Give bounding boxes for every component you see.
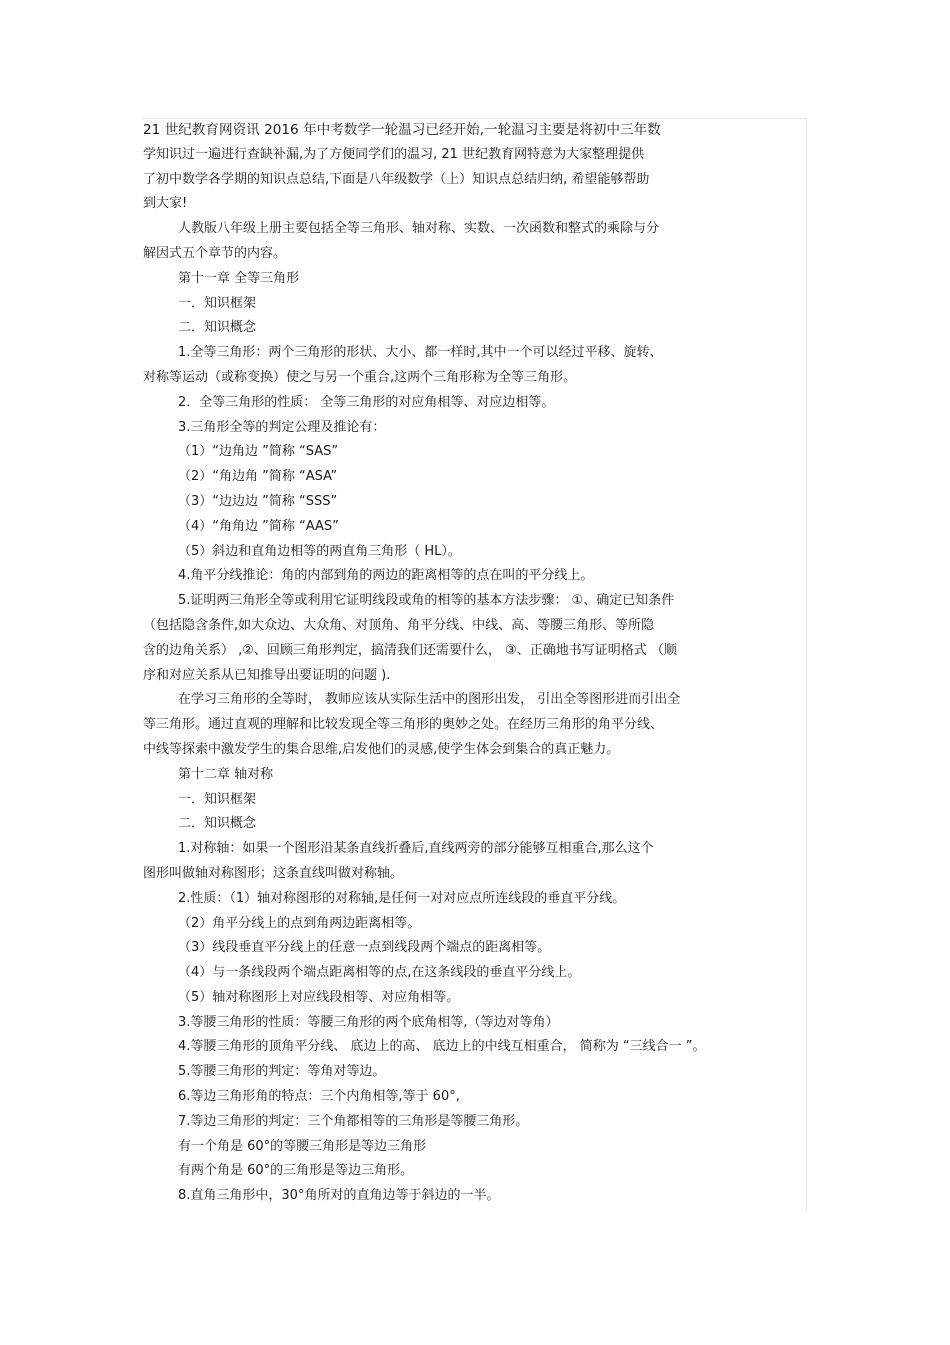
chapter-heading: 第十二章 轴对称 (178, 766, 274, 782)
paragraph-line: 8.直角三角形中，30°角所对的直角边等于斜边的一半。 (178, 1188, 500, 1204)
list-item: （2）角平分线上的点到角两边距离相等。 (178, 915, 421, 931)
paragraph-line: 6.等边三角形角的特点：三个内角相等,等于 60°, (178, 1089, 460, 1105)
paragraph-line: 4.等腰三角形的顶角平分线、 底边上的高、 底边上的中线互相重合， 简称为 “三线合一 ”。 (178, 1039, 706, 1055)
paragraph-line: 有两个角是 60°的三角形是等边三角形。 (178, 1163, 414, 1179)
paragraph-line: 序和对应关系从已知推导出要证明的问题 ). (143, 667, 391, 683)
list-item: （3）线段垂直平分线上的任意一点到线段两个端点的距离相等。 (178, 940, 551, 956)
paragraph-line: 学知识过一遍进行查缺补漏,为了方便同学们的温习, 21 世纪教育网特意为大家整理提供 (143, 146, 645, 162)
list-item: （5）轴对称图形上对应线段相等、对应角相等。 (178, 989, 460, 1005)
paragraph-line: 等三角形。通过直观的理解和比较发现全等三角形的奥妙之处。在经历三角形的角平分线、 (143, 717, 664, 733)
paragraph-line: 了初中数学各学期的知识点总结,下面是八年级数学（上）知识点总结归纳, 希望能够帮助 (143, 171, 650, 187)
section-heading: 一．知识框架 (178, 295, 257, 311)
section-heading: 二．知识概念 (178, 816, 257, 832)
paragraph-line: 7.等边三角形的判定：三个角都相等的三角形是等腰三角形。 (178, 1113, 529, 1129)
paragraph-line: 3.三角形全等的判定公理及推论有： (178, 419, 386, 435)
document-body (143, 118, 803, 1209)
paragraph-line: （包括隐含条件,如大众边、大众角、对顶角、角平分线、中线、高、等腰三角形、等所隐 (143, 617, 655, 633)
paragraph-line: 到大家! (143, 196, 188, 212)
paragraph-line: 3.等腰三角形的性质：等腰三角形的两个底角相等,（等边对等角） (178, 1014, 559, 1030)
paragraph-line: 图形叫做轴对称图形；这条直线叫做对称轴。 (143, 865, 404, 881)
list-item: （2）“角边角 ”简称 “ASA” (178, 469, 338, 485)
paragraph-line: 解因式五个章节的内容。 (143, 245, 287, 261)
paragraph-line: 5.等腰三角形的判定：等角对等边。 (178, 1064, 386, 1080)
paragraph-line: 含的边角关系） ,②、回顾三角形判定，搞清我们还需要什么， ③、正确地书写证明格式 （顺 (143, 642, 677, 658)
paragraph-line: 5.证明两三角形全等或利用它证明线段或角的相等的基本方法步骤： ①、确定已知条件 (178, 593, 675, 609)
section-heading: 二．知识概念 (178, 320, 257, 336)
paragraph-line: 对称等运动（或称变换）使之与另一个重合,这两个三角形称为全等三角形。 (143, 369, 577, 385)
chapter-heading: 第十一章 全等三角形 (178, 270, 300, 286)
paragraph-line: 1.全等三角形：两个三角形的形状、大小、都一样时,其中一个可以经过平移、旋转、 (178, 345, 663, 361)
list-item: （5）斜边和直角边相等的两直角三角形（ HL）。 (178, 543, 461, 559)
paragraph-line: 有一个角是 60°的等腰三角形是等边三角形 (178, 1138, 427, 1154)
list-item: （3）“边边边 ”简称 “SSS” (178, 493, 338, 509)
paragraph-line: 人教版八年级上册主要包括全等三角形、轴对称、实数、一次函数和整式的乘除与分 (178, 221, 660, 237)
paragraph-line: 2．全等三角形的性质： 全等三角形的对应角相等、对应边相等。 (178, 394, 555, 410)
list-item: （4）“角角边 ”简称 “AAS” (178, 518, 339, 534)
list-item: （4）与一条线段两个端点距离相等的点,在这条线段的垂直平分线上。 (178, 965, 581, 981)
paragraph-line: 2.性质：（1）轴对称图形的对称轴,是任何一对对应点所连线段的垂直平分线。 (178, 890, 626, 906)
section-heading: 一．知识框架 (178, 791, 257, 807)
list-item: （1）“边角边 ”简称 “SAS” (178, 444, 339, 460)
paragraph-line: 在学习三角形的全等时， 教师应该从实际生活中的图形出发， 引出全等图形进而引出全 (178, 692, 681, 708)
paragraph-line: 1.对称轴：如果一个图形沿某条直线折叠后,直线两旁的部分能够互相重合,那么这个 (178, 841, 654, 857)
paragraph-line: 4.角平分线推论：角的内部到角的两边的距离相等的点在叫的平分线上。 (178, 568, 594, 584)
paragraph-line: 中线等探索中激发学生的集合思维,启发他们的灵感,使学生体会到集合的真正魅力。 (143, 741, 620, 757)
paragraph-line: 21 世纪教育网资讯 2016 年中考数学一轮温习已经开始,一轮温习主要是将初中三年数 (143, 122, 661, 138)
